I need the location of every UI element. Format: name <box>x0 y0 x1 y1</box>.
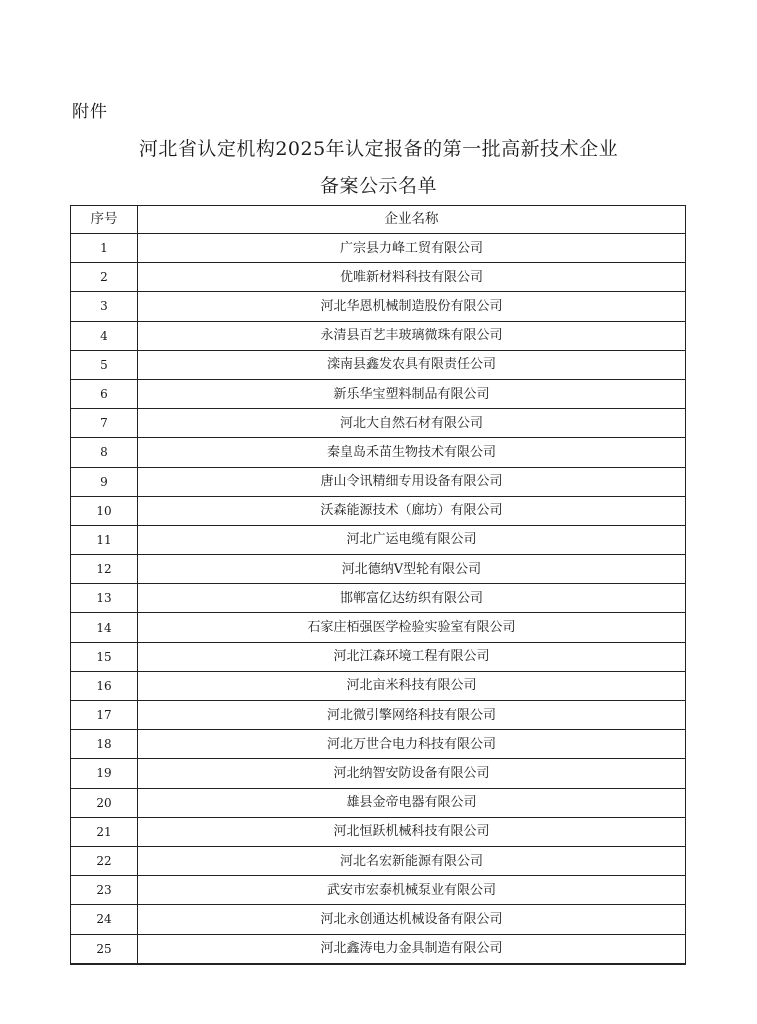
row-seq: 13 <box>71 584 138 613</box>
row-company-name: 河北亩米科技有限公司 <box>138 671 686 700</box>
table-row <box>71 817 686 846</box>
row-company-name: 河北名宏新能源有限公司 <box>138 846 686 875</box>
row-company-name: 唐山令讯精细专用设备有限公司 <box>138 467 686 496</box>
row-company-name: 河北纳智安防设备有限公司 <box>138 759 686 788</box>
row-company-name: 河北华恩机械制造股份有限公司 <box>138 292 686 321</box>
table-row <box>71 671 686 700</box>
row-seq: 7 <box>71 409 138 438</box>
row-company-name: 秦皇岛禾苗生物技术有限公司 <box>138 438 686 467</box>
row-seq: 15 <box>71 642 138 671</box>
table-row <box>71 876 686 905</box>
row-seq: 4 <box>71 321 138 350</box>
table-row <box>71 234 686 263</box>
table-row <box>71 642 686 671</box>
table-row <box>71 409 686 438</box>
row-company-name: 河北微引擎网络科技有限公司 <box>138 701 686 730</box>
row-seq: 11 <box>71 525 138 554</box>
row-seq: 5 <box>71 350 138 379</box>
row-company-name: 河北江森环境工程有限公司 <box>138 642 686 671</box>
table-row <box>71 701 686 730</box>
row-seq: 22 <box>71 846 138 875</box>
table-row <box>71 846 686 875</box>
table-header-row <box>71 206 686 234</box>
table-row <box>71 584 686 613</box>
table-row <box>71 379 686 408</box>
row-seq: 18 <box>71 730 138 759</box>
row-company-name: 永清县百艺丰玻璃微珠有限公司 <box>138 321 686 350</box>
row-company-name: 河北恒跃机械科技有限公司 <box>138 817 686 846</box>
row-seq: 20 <box>71 788 138 817</box>
table-row <box>71 525 686 554</box>
row-company-name: 沃森能源技术（廊坊）有限公司 <box>138 496 686 525</box>
row-company-name: 雄县金帝电器有限公司 <box>138 788 686 817</box>
column-header-seq: 序号 <box>71 206 138 234</box>
table-row <box>71 613 686 642</box>
row-seq: 6 <box>71 379 138 408</box>
row-seq: 1 <box>71 234 138 263</box>
row-company-name: 石家庄栢强医学检验实验室有限公司 <box>138 613 686 642</box>
row-company-name: 滦南县鑫发农具有限责任公司 <box>138 350 686 379</box>
table-row <box>71 555 686 584</box>
table-row <box>71 496 686 525</box>
table-row <box>71 934 686 964</box>
row-seq: 25 <box>71 934 138 964</box>
row-seq: 17 <box>71 701 138 730</box>
document-title-line-2: 备案公示名单 <box>319 175 437 197</box>
attachment-label: 附件 <box>72 102 108 122</box>
row-seq: 23 <box>71 876 138 905</box>
table-row <box>71 905 686 934</box>
row-company-name: 优唯新材料科技有限公司 <box>138 263 686 292</box>
table-row <box>71 292 686 321</box>
row-seq: 2 <box>71 263 138 292</box>
row-seq: 10 <box>71 496 138 525</box>
row-company-name: 河北万世合电力科技有限公司 <box>138 730 686 759</box>
row-seq: 14 <box>71 613 138 642</box>
table-row <box>71 438 686 467</box>
table-row <box>71 321 686 350</box>
enterprise-table <box>70 205 686 965</box>
row-company-name: 河北德纳V型轮有限公司 <box>138 555 686 584</box>
table-row <box>71 467 686 496</box>
column-header-name: 企业名称 <box>138 206 686 234</box>
row-seq: 24 <box>71 905 138 934</box>
row-seq: 9 <box>71 467 138 496</box>
row-seq: 8 <box>71 438 138 467</box>
row-seq: 21 <box>71 817 138 846</box>
row-seq: 16 <box>71 671 138 700</box>
row-seq: 12 <box>71 555 138 584</box>
table-row <box>71 263 686 292</box>
row-company-name: 河北鑫涛电力金具制造有限公司 <box>138 934 686 964</box>
table-row <box>71 759 686 788</box>
row-company-name: 河北大自然石材有限公司 <box>138 409 686 438</box>
row-company-name: 新乐华宝塑料制品有限公司 <box>138 379 686 408</box>
row-company-name: 邯郸富亿达纺织有限公司 <box>138 584 686 613</box>
row-company-name: 河北永创通达机械设备有限公司 <box>138 905 686 934</box>
table-row <box>71 350 686 379</box>
row-seq: 3 <box>71 292 138 321</box>
table-row <box>71 730 686 759</box>
document-title-line-1: 河北省认定机构2025年认定报备的第一批高新技术企业 <box>138 138 619 160</box>
row-company-name: 武安市宏泰机械泵业有限公司 <box>138 876 686 905</box>
row-company-name: 河北广运电缆有限公司 <box>138 525 686 554</box>
row-seq: 19 <box>71 759 138 788</box>
row-company-name: 广宗县力峰工贸有限公司 <box>138 234 686 263</box>
table-row <box>71 788 686 817</box>
